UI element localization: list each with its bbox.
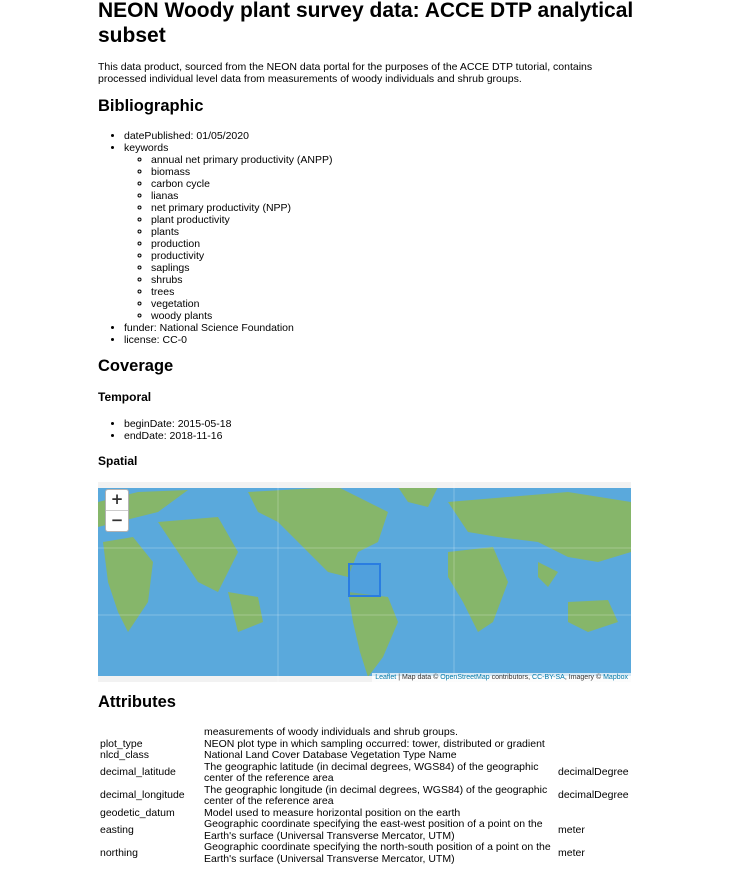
attr-unit <box>556 750 631 762</box>
date-published: • datePublished: 01/05/2020 <box>124 130 333 142</box>
end-date: • endDate: 2018-11-16 <box>124 430 231 442</box>
attr-unit: meter <box>558 823 585 836</box>
keyword: ◦ productivity <box>151 250 333 262</box>
attr-desc: measurements of woody individuals and shrub groups. <box>204 726 458 738</box>
attr-desc: The geographic longitude (in decimal degrees, WGS84) of the geographic center of the reference area <box>204 783 548 807</box>
keywords-item <box>124 142 333 322</box>
table-row <box>98 727 631 739</box>
attr-desc: Geographic coordinate specifying the east-west position of a point on the Earth's surface (Universal Transverse Mercator, UTM) <box>204 818 543 842</box>
keyword: ◦ biomass <box>151 166 333 178</box>
attr-unit: meter <box>558 846 585 859</box>
leaflet-link[interactable]: Leaflet <box>375 674 397 681</box>
attr-name: nlcd_class <box>100 749 150 761</box>
ccbysa-link[interactable]: CC-BY-SA <box>532 674 565 681</box>
keyword: ◦ plant productivity <box>151 214 333 226</box>
attr-desc: Model used to measure horizontal position on the earth <box>204 806 461 819</box>
attr-contrib: contributors, <box>489 674 533 681</box>
keyword: ◦ woody plants <box>151 310 333 322</box>
spatial-bounding-box <box>349 564 380 596</box>
table-row <box>98 842 631 865</box>
map-attribution <box>372 673 631 682</box>
attr-unit <box>556 808 631 820</box>
attributes-table <box>98 727 631 865</box>
temporal-heading: Temporal <box>98 390 152 404</box>
keyword: ◦ plants <box>151 226 333 238</box>
keyword: ◦ lianas <box>151 190 333 202</box>
coverage-heading: Coverage <box>98 357 174 375</box>
keywords-list <box>124 154 333 322</box>
table-row <box>98 750 631 762</box>
attr-unit: decimalDegree <box>558 766 629 779</box>
table-row <box>98 785 631 808</box>
dataset-description: This data product, sourced from the NEON data portal for the purposes of the ACCE DTP tutorial, contains processed individual level data from measurements of woody individuals and shrub groups. <box>98 61 593 85</box>
keywords-label: keywords <box>124 142 169 154</box>
zoom-out-button[interactable]: − <box>106 510 128 531</box>
bibliographic-list <box>98 130 333 346</box>
attr-desc: The geographic latitude (in decimal degrees, WGS84) of the geographic center of the reference area <box>204 760 539 784</box>
attr-desc: National Land Cover Database Vegetation Type Name <box>204 749 457 761</box>
world-map-tiles <box>98 482 631 682</box>
keyword: ◦ saplings <box>151 262 333 274</box>
keyword: ◦ annual net primary productivity (ANPP) <box>151 154 333 166</box>
attr-name: decimal_longitude <box>100 789 185 802</box>
attributes-heading: Attributes <box>98 693 176 711</box>
keyword: ◦ shrubs <box>151 274 333 286</box>
attr-name: geodetic_datum <box>100 806 175 819</box>
table-row <box>98 819 631 842</box>
keyword: ◦ production <box>151 238 333 250</box>
attr-desc: NEON plot type in which sampling occurred: tower, distributed or gradient <box>204 737 545 750</box>
osm-link[interactable]: OpenStreetMap <box>440 674 490 681</box>
keyword: ◦ trees <box>151 286 333 298</box>
keyword: ◦ vegetation <box>151 298 333 310</box>
mapbox-link[interactable]: Mapbox <box>603 674 628 681</box>
attr-imagery: , Imagery © <box>564 674 604 681</box>
attr-name: plot_type <box>100 737 143 750</box>
temporal-list <box>98 418 231 442</box>
keyword: ◦ carbon cycle <box>151 178 333 190</box>
begin-date: • beginDate: 2015-05-18 <box>124 418 231 430</box>
coverage-map[interactable] <box>98 482 631 682</box>
attr-name: northing <box>100 846 138 859</box>
funder: • funder: National Science Foundation <box>124 322 333 334</box>
zoom-in-button[interactable]: + <box>110 490 124 508</box>
attr-desc: Geographic coordinate specifying the north-south position of a point on the Earth's surface (Universal Transverse Mercator, UTM) <box>204 841 551 865</box>
page-title: NEON Woody plant survey data: ACCE DTP analytical subset <box>98 0 634 47</box>
bibliographic-heading: Bibliographic <box>98 97 204 115</box>
attr-name: decimal_latitude <box>100 766 176 779</box>
license: • license: CC-0 <box>124 334 333 346</box>
attr-unit: decimalDegree <box>558 789 629 802</box>
spatial-heading: Spatial <box>98 454 138 468</box>
attr-mapdata: | Map data © <box>396 674 441 681</box>
zoom-control <box>105 489 129 532</box>
table-row <box>98 762 631 785</box>
attr-unit <box>556 739 631 751</box>
keyword: ◦ net primary productivity (NPP) <box>151 202 333 214</box>
attr-name: easting <box>100 823 134 836</box>
